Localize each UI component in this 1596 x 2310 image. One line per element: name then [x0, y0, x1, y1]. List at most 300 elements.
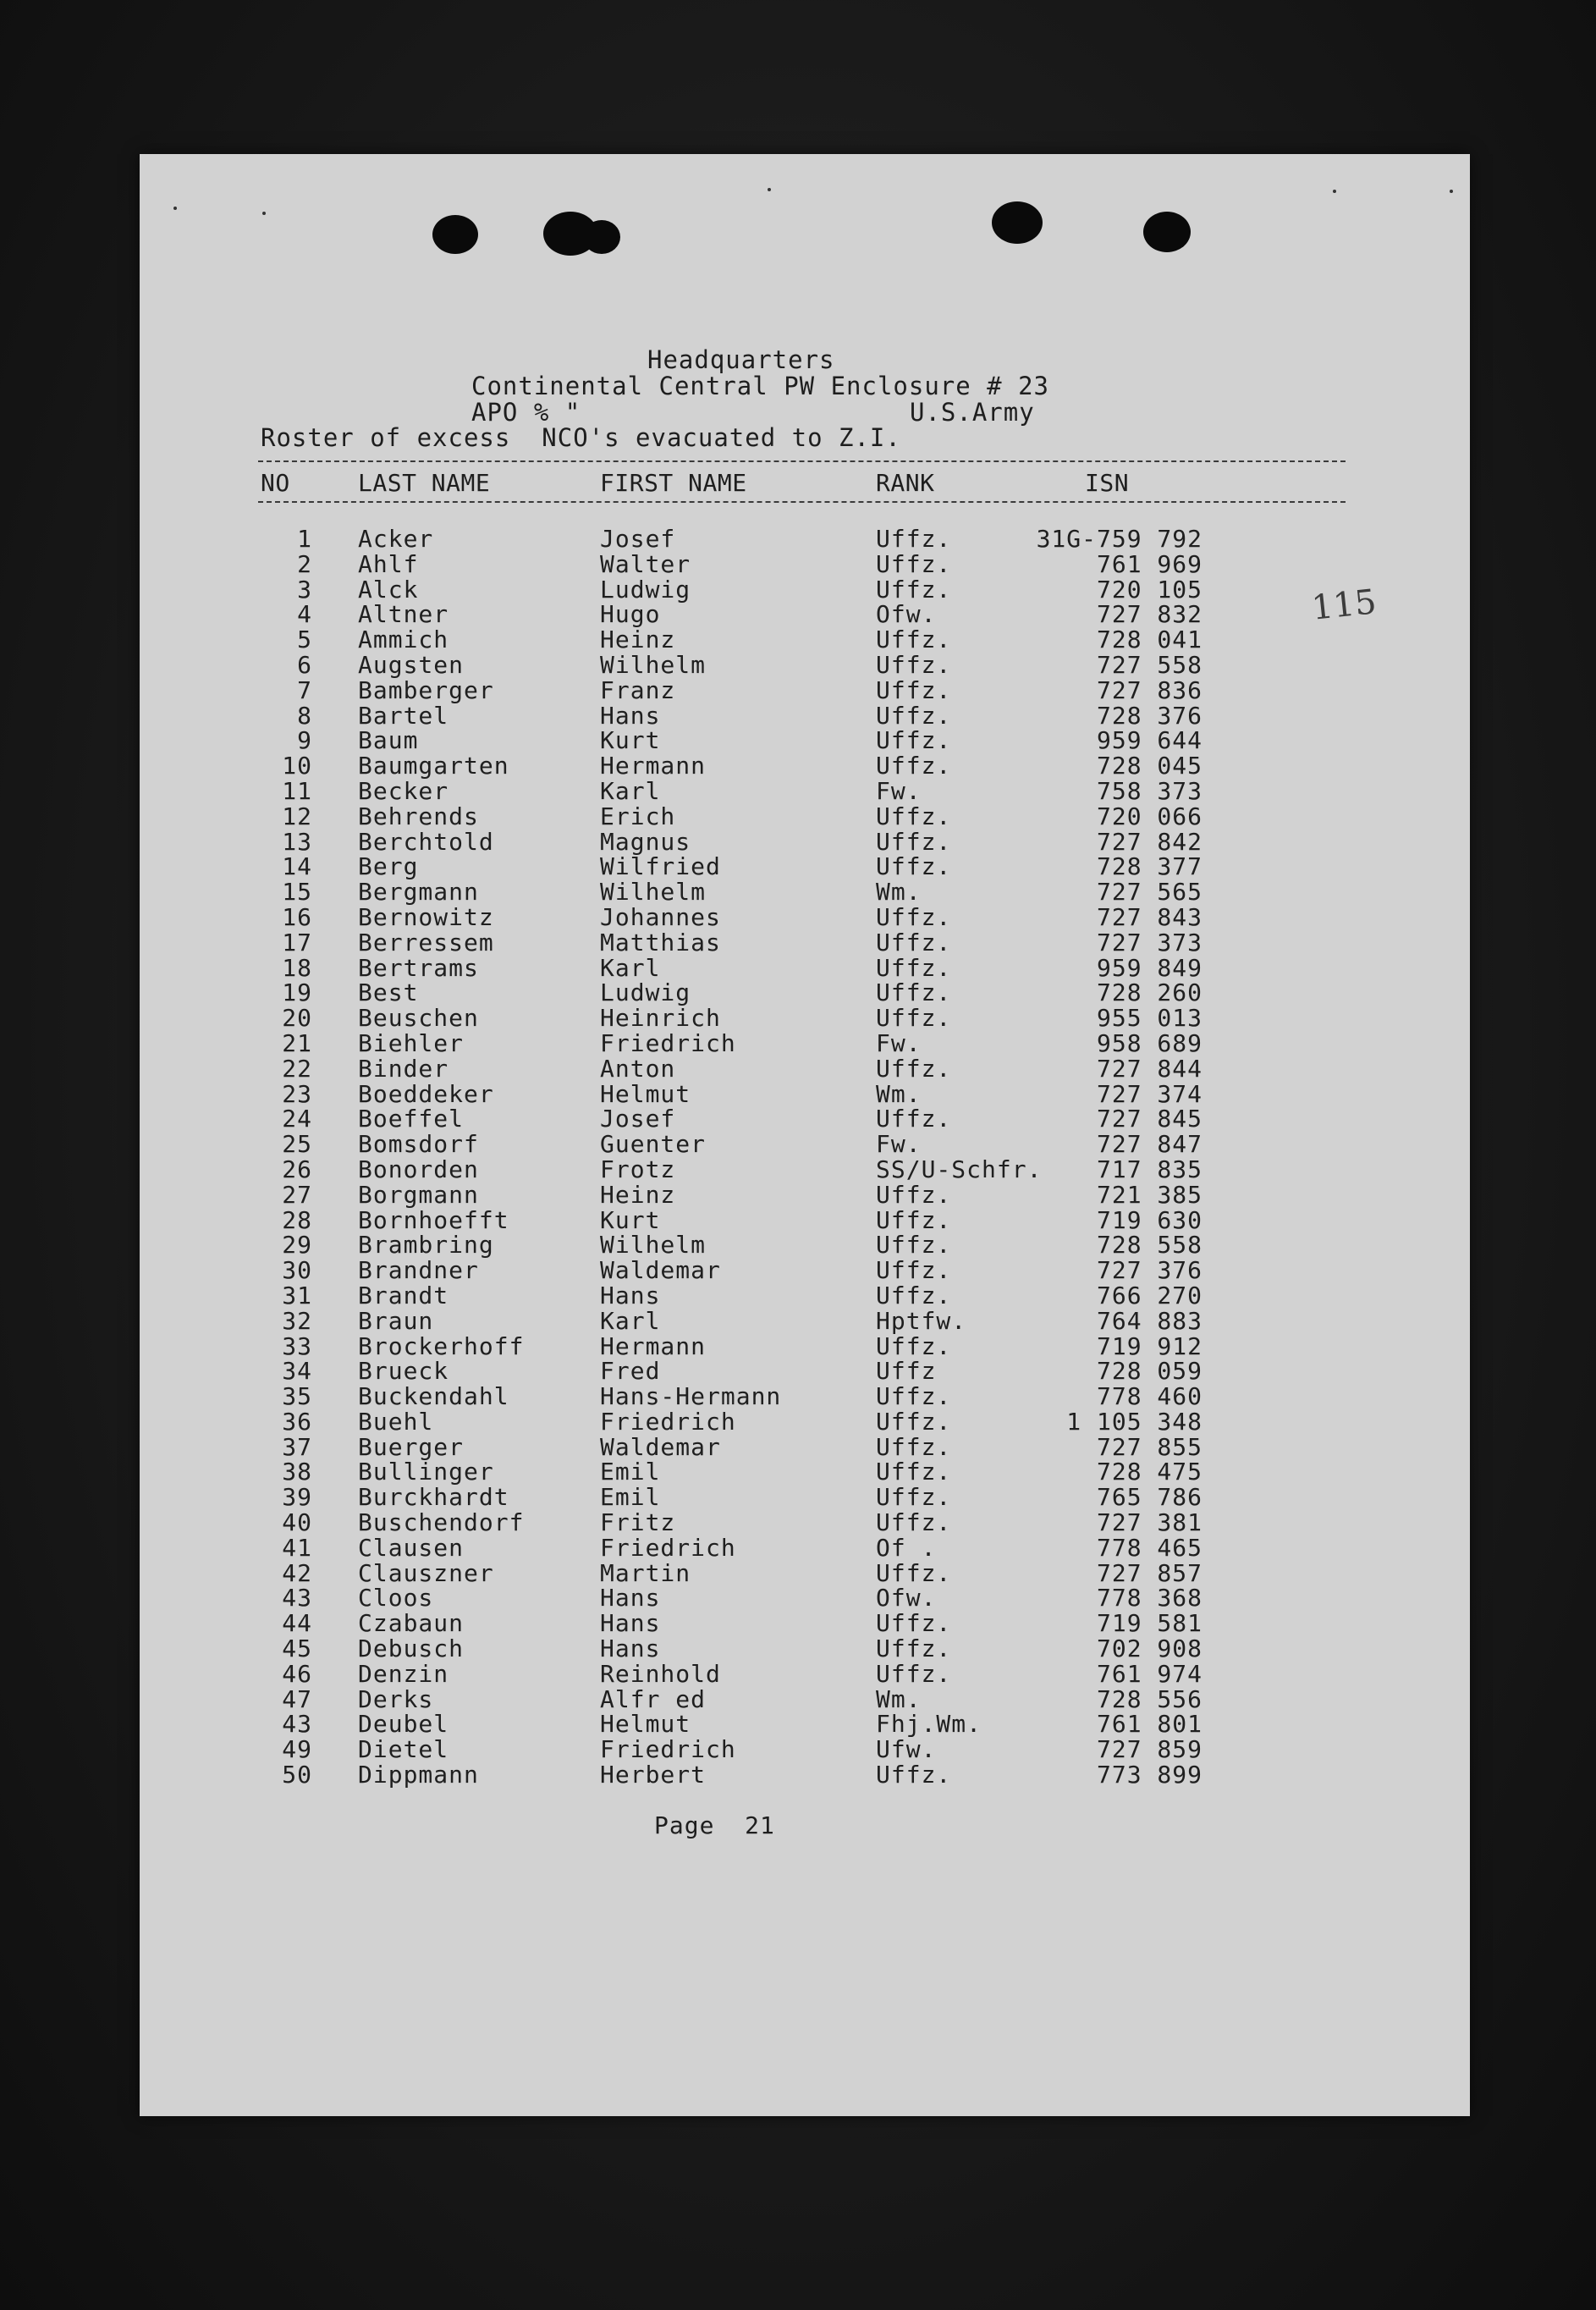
- roster-title: Roster of excess NCO's evacuated to Z.I.: [261, 423, 901, 452]
- isn: 958 689: [1096, 1028, 1203, 1057]
- last-name: Best: [358, 979, 419, 1007]
- first-name: Emil: [600, 1483, 661, 1512]
- table-row: [140, 1611, 1470, 1636]
- rank: Fw.: [876, 776, 922, 805]
- row-number: 7: [297, 675, 312, 704]
- rank: Uffz.: [876, 1331, 952, 1360]
- rank: Uffz.: [876, 953, 952, 982]
- isn: 31G-759 792: [1036, 525, 1203, 553]
- first-name: Guenter: [600, 1130, 707, 1159]
- first-name: Wilhelm: [600, 650, 707, 679]
- row-number: 5: [297, 626, 312, 654]
- rank: Uffz.: [876, 1761, 952, 1789]
- row-number: 22: [282, 1054, 312, 1083]
- isn: 728 376: [1096, 701, 1203, 730]
- row-number: 19: [282, 979, 312, 1007]
- last-name: Alck: [358, 575, 419, 604]
- isn: 720 066: [1096, 802, 1203, 830]
- first-name: Ludwig: [600, 575, 691, 604]
- isn: 728 260: [1096, 979, 1203, 1007]
- rank: Ofw.: [876, 600, 937, 629]
- table-row: [140, 953, 1470, 982]
- last-name: Borgmann: [358, 1180, 479, 1209]
- isn: 761 801: [1096, 1710, 1203, 1739]
- last-name: Brambring: [358, 1231, 494, 1260]
- rank: Uffz: [876, 1357, 937, 1386]
- column-header-last-name: LAST NAME: [358, 469, 491, 497]
- isn: 727 376: [1096, 1256, 1203, 1285]
- first-name: Matthias: [600, 928, 721, 957]
- last-name: Czabaun: [358, 1609, 465, 1638]
- row-number: 49: [282, 1735, 312, 1764]
- row-number: 13: [282, 827, 312, 856]
- last-name: Berg: [358, 852, 419, 881]
- isn: 728 556: [1096, 1684, 1203, 1713]
- rank: Uffz.: [876, 928, 952, 957]
- rank: Uffz.: [876, 1508, 952, 1537]
- isn: 766 270: [1096, 1281, 1203, 1309]
- first-name: Johannes: [600, 902, 721, 931]
- row-number: 35: [282, 1382, 312, 1411]
- table-row: [140, 1359, 1470, 1384]
- last-name: Bullinger: [358, 1458, 494, 1486]
- isn: 719 630: [1096, 1205, 1203, 1234]
- isn: 727 381: [1096, 1508, 1203, 1537]
- first-name: Heinz: [600, 626, 676, 654]
- table-row: [140, 1510, 1470, 1535]
- isn: 719 912: [1096, 1331, 1203, 1360]
- isn: 778 460: [1096, 1382, 1203, 1411]
- isn: 727 844: [1096, 1054, 1203, 1083]
- rank: Of .: [876, 1533, 937, 1562]
- row-number: 39: [282, 1483, 312, 1512]
- table-row: [140, 1205, 1470, 1234]
- speck: [173, 207, 177, 210]
- row-number: 12: [282, 802, 312, 830]
- isn: 727 374: [1096, 1079, 1203, 1108]
- row-number: 15: [282, 878, 312, 907]
- table-row: [140, 1636, 1470, 1662]
- table-row: [140, 1558, 1470, 1587]
- isn: 758 373: [1096, 776, 1203, 805]
- rank: Uffz.: [876, 1659, 952, 1688]
- isn: 773 899: [1096, 1761, 1203, 1789]
- table-row: [140, 1684, 1470, 1713]
- isn: 717 835: [1096, 1155, 1203, 1183]
- row-number: 30: [282, 1256, 312, 1285]
- first-name: Waldemar: [600, 1432, 721, 1461]
- first-name: Hans: [600, 701, 661, 730]
- last-name: Beuschen: [358, 1004, 479, 1033]
- last-name: Becker: [358, 776, 449, 805]
- rank: Uffz.: [876, 1180, 952, 1209]
- first-name: Reinhold: [600, 1659, 721, 1688]
- table-row: [140, 1737, 1470, 1762]
- first-name: Waldemar: [600, 1256, 721, 1285]
- rank: Uffz.: [876, 1407, 952, 1436]
- rank: Fw.: [876, 1028, 922, 1057]
- table-row: [140, 1028, 1470, 1057]
- isn: 727 843: [1096, 902, 1203, 931]
- header-apo: APO % ": [471, 398, 581, 427]
- first-name: Hugo: [600, 600, 661, 629]
- table-row: [140, 1585, 1470, 1611]
- table-row: [140, 1659, 1470, 1688]
- last-name: Ahlf: [358, 549, 419, 578]
- first-name: Anton: [600, 1054, 676, 1083]
- last-name: Baumgarten: [358, 752, 509, 780]
- table-row: [140, 1712, 1470, 1737]
- rank: Uffz.: [876, 852, 952, 881]
- first-name: Friedrich: [600, 1735, 736, 1764]
- handwritten-page-number: 115: [1309, 582, 1379, 628]
- table-row: [140, 1432, 1470, 1461]
- row-number: 50: [282, 1761, 312, 1789]
- row-number: 45: [282, 1635, 312, 1663]
- isn: 727 859: [1096, 1735, 1203, 1764]
- last-name: Acker: [358, 525, 434, 553]
- last-name: Cloos: [358, 1584, 434, 1613]
- first-name: Wilhelm: [600, 1231, 707, 1260]
- isn: 728 045: [1096, 752, 1203, 780]
- header-unit: Continental Central PW Enclosure # 23: [471, 372, 1050, 400]
- isn: 728 041: [1096, 626, 1203, 654]
- rank: Wm.: [876, 878, 922, 907]
- isn: 720 105: [1096, 575, 1203, 604]
- row-number: 38: [282, 1458, 312, 1486]
- isn: 765 786: [1096, 1483, 1203, 1512]
- rank: Uffz.: [876, 827, 952, 856]
- row-number: 17: [282, 928, 312, 957]
- table-row: [140, 650, 1470, 679]
- last-name: Denzin: [358, 1659, 449, 1688]
- row-number: 16: [282, 902, 312, 931]
- table-row: [140, 1459, 1470, 1485]
- document-page: [140, 154, 1470, 2116]
- row-number: 14: [282, 852, 312, 881]
- table-row: [140, 1306, 1470, 1335]
- last-name: Brueck: [358, 1357, 449, 1386]
- isn: 719 581: [1096, 1609, 1203, 1638]
- last-name: Baum: [358, 726, 419, 755]
- punch-hole: [583, 220, 620, 254]
- first-name: Hans: [600, 1281, 661, 1309]
- speck: [768, 188, 771, 191]
- page-footer: Page 21: [654, 1811, 775, 1839]
- table-row: [140, 1485, 1470, 1510]
- column-header-first-name: FIRST NAME: [600, 469, 747, 497]
- last-name: Augsten: [358, 650, 465, 679]
- table-row: [140, 703, 1470, 729]
- row-number: 1: [297, 525, 312, 553]
- first-name: Ludwig: [600, 979, 691, 1007]
- rank: Uffz.: [876, 1558, 952, 1587]
- first-name: Josef: [600, 525, 676, 553]
- row-number: 44: [282, 1609, 312, 1638]
- first-name: Karl: [600, 953, 661, 982]
- table-row: [140, 980, 1470, 1006]
- last-name: Bomsdorf: [358, 1130, 479, 1159]
- table-row: [140, 1283, 1470, 1309]
- last-name: Clauszner: [358, 1558, 494, 1587]
- row-number: 25: [282, 1130, 312, 1159]
- table-row: [140, 1132, 1470, 1157]
- last-name: Dippmann: [358, 1761, 479, 1789]
- last-name: Buehl: [358, 1407, 434, 1436]
- table-row: [140, 602, 1470, 627]
- last-name: Brandner: [358, 1256, 479, 1285]
- last-name: Buschendorf: [358, 1508, 525, 1537]
- isn: 761 974: [1096, 1659, 1203, 1688]
- rank: Uffz.: [876, 1432, 952, 1461]
- isn: 1 105 348: [1066, 1407, 1203, 1436]
- table-row: [140, 675, 1470, 704]
- last-name: Behrends: [358, 802, 479, 830]
- rank: Uffz.: [876, 979, 952, 1007]
- last-name: Buckendahl: [358, 1382, 509, 1411]
- last-name: Dietel: [358, 1735, 449, 1764]
- row-number: 42: [282, 1558, 312, 1587]
- last-name: Binder: [358, 1054, 449, 1083]
- isn: 764 883: [1096, 1306, 1203, 1335]
- last-name: Deubel: [358, 1710, 449, 1739]
- first-name: Kurt: [600, 1205, 661, 1234]
- row-number: 2: [297, 549, 312, 578]
- first-name: Emil: [600, 1458, 661, 1486]
- rank: Fhj.Wm.: [876, 1710, 982, 1739]
- row-number: 27: [282, 1180, 312, 1209]
- row-number: 4: [297, 600, 312, 629]
- row-number: 10: [282, 752, 312, 780]
- last-name: Braun: [358, 1306, 434, 1335]
- column-header-rank: RANK: [876, 469, 935, 497]
- header-divider: [258, 460, 1346, 462]
- table-row: [140, 1180, 1470, 1209]
- isn: 727 847: [1096, 1130, 1203, 1159]
- row-number: 47: [282, 1684, 312, 1713]
- rank: Uffz.: [876, 802, 952, 830]
- last-name: Boeffel: [358, 1105, 465, 1133]
- row-number: 28: [282, 1205, 312, 1234]
- table-row: [140, 776, 1470, 805]
- first-name: Fred: [600, 1357, 661, 1386]
- table-row: [140, 753, 1470, 779]
- rank: Hptfw.: [876, 1306, 967, 1335]
- last-name: Bartel: [358, 701, 449, 730]
- table-row: [140, 879, 1470, 905]
- first-name: Hans-Hermann: [600, 1382, 782, 1411]
- first-name: Hans: [600, 1609, 661, 1638]
- row-number: 21: [282, 1028, 312, 1057]
- isn: 727 565: [1096, 878, 1203, 907]
- rank: SS/U-Schfr.: [876, 1155, 1043, 1183]
- last-name: Boeddeker: [358, 1079, 494, 1108]
- table-row: [140, 1331, 1470, 1360]
- rank: Uffz.: [876, 752, 952, 780]
- last-name: Burckhardt: [358, 1483, 509, 1512]
- row-number: 20: [282, 1004, 312, 1033]
- row-number: 32: [282, 1306, 312, 1335]
- column-header-no: NO: [261, 469, 290, 497]
- table-row: [140, 1157, 1470, 1183]
- table-row: [140, 728, 1470, 753]
- table-row: [140, 1535, 1470, 1561]
- table-row: [140, 827, 1470, 856]
- rank: Uffz.: [876, 525, 952, 553]
- isn: 702 908: [1096, 1635, 1203, 1663]
- row-number: 46: [282, 1659, 312, 1688]
- first-name: Josef: [600, 1105, 676, 1133]
- first-name: Karl: [600, 1306, 661, 1335]
- rank: Uffz.: [876, 1382, 952, 1411]
- table-row: [140, 1384, 1470, 1409]
- row-number: 11: [282, 776, 312, 805]
- first-name: Helmut: [600, 1710, 691, 1739]
- first-name: Hermann: [600, 1331, 707, 1360]
- row-number: 37: [282, 1432, 312, 1461]
- header-divider: [258, 501, 1346, 503]
- row-number: 43: [282, 1584, 312, 1613]
- table-row: [140, 1232, 1470, 1258]
- header-army: U.S.Army: [910, 398, 1035, 427]
- rank: Fw.: [876, 1130, 922, 1159]
- last-name: Bergmann: [358, 878, 479, 907]
- rank: Uffz.: [876, 1281, 952, 1309]
- roster-table: [140, 527, 1470, 1788]
- isn: 728 377: [1096, 852, 1203, 881]
- rank: Uffz.: [876, 1458, 952, 1486]
- first-name: Magnus: [600, 827, 691, 856]
- last-name: Berchtold: [358, 827, 494, 856]
- table-row: [140, 902, 1470, 931]
- table-row: [140, 1006, 1470, 1031]
- first-name: Franz: [600, 675, 676, 704]
- isn: 727 845: [1096, 1105, 1203, 1133]
- rank: Uffz.: [876, 726, 952, 755]
- first-name: Friedrich: [600, 1407, 736, 1436]
- rank: Uffz.: [876, 575, 952, 604]
- row-number: 33: [282, 1331, 312, 1360]
- last-name: Ammich: [358, 626, 449, 654]
- rank: Uffz.: [876, 902, 952, 931]
- row-number: 31: [282, 1281, 312, 1309]
- row-number: 23: [282, 1079, 312, 1108]
- rank: Uffz.: [876, 549, 952, 578]
- rank: Uffz.: [876, 1004, 952, 1033]
- isn: 727 842: [1096, 827, 1203, 856]
- rank: Uffz.: [876, 626, 952, 654]
- isn: 727 836: [1096, 675, 1203, 704]
- speck: [1450, 190, 1453, 193]
- row-number: 36: [282, 1407, 312, 1436]
- column-header-isn: ISN: [1085, 469, 1130, 497]
- punch-hole: [992, 201, 1043, 244]
- isn: 959 644: [1096, 726, 1203, 755]
- row-number: 9: [297, 726, 312, 755]
- table-row: [140, 1258, 1470, 1283]
- table-row: [140, 1762, 1470, 1788]
- speck: [262, 212, 266, 215]
- first-name: Helmut: [600, 1079, 691, 1108]
- row-number: 18: [282, 953, 312, 982]
- first-name: Heinz: [600, 1180, 676, 1209]
- first-name: Fritz: [600, 1508, 676, 1537]
- first-name: Karl: [600, 776, 661, 805]
- first-name: Martin: [600, 1558, 691, 1587]
- row-number: 26: [282, 1155, 312, 1183]
- rank: Uffz.: [876, 1205, 952, 1234]
- row-number: 6: [297, 650, 312, 679]
- isn: 955 013: [1096, 1004, 1203, 1033]
- rank: Uffz.: [876, 1609, 952, 1638]
- first-name: Heinrich: [600, 1004, 721, 1033]
- isn: 721 385: [1096, 1180, 1203, 1209]
- isn: 778 368: [1096, 1584, 1203, 1613]
- table-row: [140, 1079, 1470, 1108]
- row-number: 8: [297, 701, 312, 730]
- rank: Ofw.: [876, 1584, 937, 1613]
- last-name: Biehler: [358, 1028, 465, 1057]
- isn: 728 059: [1096, 1357, 1203, 1386]
- rank: Uffz.: [876, 1256, 952, 1285]
- first-name: Walter: [600, 549, 691, 578]
- last-name: Derks: [358, 1684, 434, 1713]
- last-name: Bamberger: [358, 675, 494, 704]
- first-name: Kurt: [600, 726, 661, 755]
- table-row: [140, 1409, 1470, 1435]
- rank: Uffz.: [876, 1483, 952, 1512]
- rank: Uffz.: [876, 1054, 952, 1083]
- first-name: Friedrich: [600, 1533, 736, 1562]
- row-number: 43: [282, 1710, 312, 1739]
- table-row: [140, 577, 1470, 603]
- speck: [1333, 190, 1336, 193]
- first-name: Wilhelm: [600, 878, 707, 907]
- last-name: Bornhoefft: [358, 1205, 509, 1234]
- table-row: [140, 627, 1470, 653]
- last-name: Bertrams: [358, 953, 479, 982]
- rank: Wm.: [876, 1079, 922, 1108]
- last-name: Brockerhoff: [358, 1331, 525, 1360]
- isn: 727 373: [1096, 928, 1203, 957]
- isn: 727 558: [1096, 650, 1203, 679]
- last-name: Clausen: [358, 1533, 465, 1562]
- rank: Uffz.: [876, 1105, 952, 1133]
- row-number: 3: [297, 575, 312, 604]
- first-name: Wilfried: [600, 852, 721, 881]
- isn: 761 969: [1096, 549, 1203, 578]
- last-name: Brandt: [358, 1281, 449, 1309]
- row-number: 40: [282, 1508, 312, 1537]
- row-number: 24: [282, 1105, 312, 1133]
- rank: Uffz.: [876, 650, 952, 679]
- row-number: 41: [282, 1533, 312, 1562]
- punch-hole: [432, 215, 478, 254]
- table-row: [140, 1056, 1470, 1082]
- last-name: Bonorden: [358, 1155, 479, 1183]
- isn: 778 465: [1096, 1533, 1203, 1562]
- first-name: Herbert: [600, 1761, 707, 1789]
- rank: Wm.: [876, 1684, 922, 1713]
- punch-hole: [1143, 212, 1191, 252]
- rank: Uffz.: [876, 675, 952, 704]
- table-row: [140, 854, 1470, 879]
- table-row: [140, 1106, 1470, 1132]
- isn: 727 857: [1096, 1558, 1203, 1587]
- rank: Ufw.: [876, 1735, 937, 1764]
- last-name: Buerger: [358, 1432, 465, 1461]
- first-name: Friedrich: [600, 1028, 736, 1057]
